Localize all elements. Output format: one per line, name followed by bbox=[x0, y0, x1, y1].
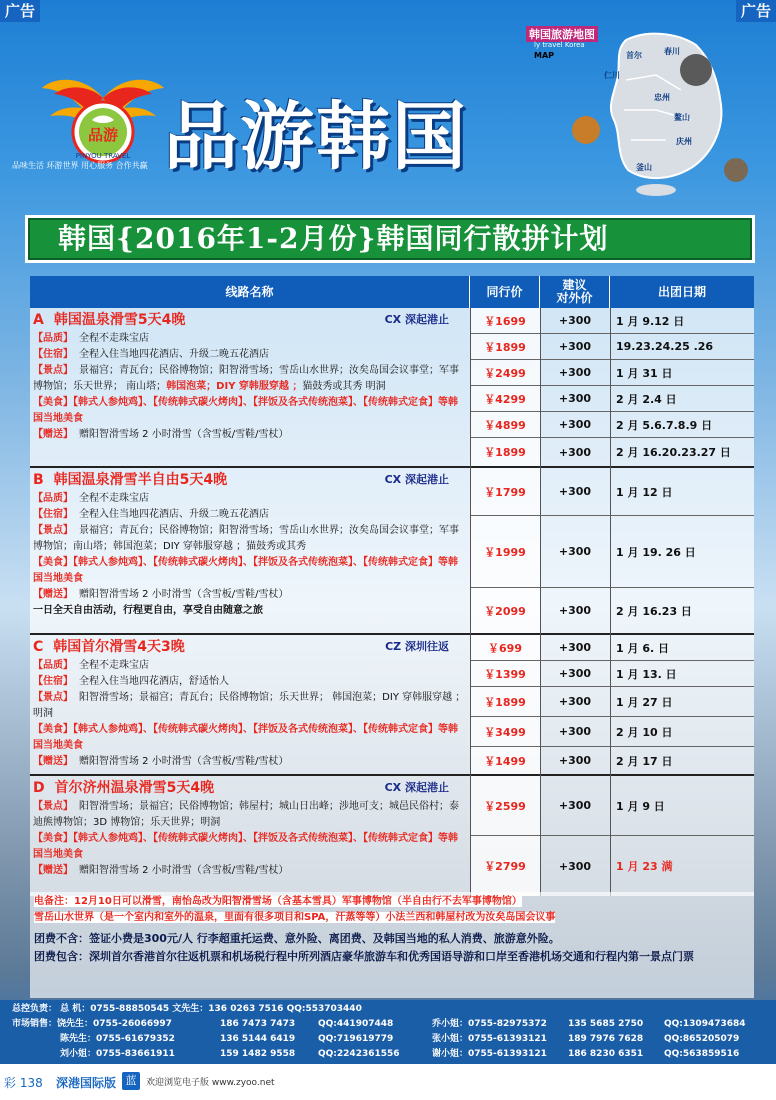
table-body bbox=[30, 308, 754, 896]
detail-text: 猫鼓秀或其秀 明洞 bbox=[302, 381, 386, 392]
contact-row bbox=[12, 1032, 764, 1047]
header-date: 出团日期 bbox=[657, 284, 706, 299]
price-row bbox=[470, 516, 754, 588]
peer-price: ￥1899 bbox=[470, 334, 540, 359]
route-name: 韩国首尔滑雪4天3晚 bbox=[53, 639, 185, 655]
departure-date: 1 月 6. 日 bbox=[616, 641, 669, 655]
divider bbox=[470, 308, 471, 896]
route-title bbox=[33, 777, 467, 799]
contact-text: 186 8230 6351 bbox=[568, 1049, 644, 1059]
contact-text: 总控负责： 总 机：0755-88850545 文先生：136 0263 7516 QQ:553703440 bbox=[12, 1004, 362, 1014]
suggested-markup: +300 bbox=[558, 859, 592, 873]
contact-text: QQ:563859516 bbox=[664, 1049, 740, 1059]
peer-price: ￥1899 bbox=[470, 687, 540, 716]
detail-text: 全程不走珠宝店 bbox=[79, 493, 149, 504]
divider bbox=[540, 308, 541, 896]
detail-tag: 【住宿】 bbox=[33, 349, 73, 360]
note-remark-2-text: 雪岳山水世界（是一个室内和室外的温泉，里面有很多项目和SPA，汗蒸等等）小法兰西和韩屋村改为汝矣岛国会议事 bbox=[34, 912, 556, 923]
price-row bbox=[470, 717, 754, 747]
peer-price: ￥1499 bbox=[470, 747, 540, 774]
route-code: B bbox=[33, 472, 44, 488]
contact-row bbox=[12, 1047, 764, 1062]
price-row bbox=[470, 386, 754, 412]
slogan: 品味生活 环游世界 用心服务 合作共赢 bbox=[12, 161, 148, 170]
detail-text: 全程入住当地四花酒店、升级二晚五花酒店 bbox=[79, 509, 269, 520]
suggested-markup: +300 bbox=[558, 604, 592, 617]
city-incheon: 仁川 bbox=[604, 71, 620, 80]
header bbox=[14, 20, 766, 210]
brand-title: 品游韩国 bbox=[164, 94, 468, 180]
contact-text: QQ:865205079 bbox=[664, 1034, 740, 1044]
peer-price: ￥1899 bbox=[470, 438, 540, 466]
city-busan: 釜山 bbox=[636, 163, 652, 172]
price-row bbox=[470, 438, 754, 468]
route-block bbox=[30, 776, 470, 896]
route-detail bbox=[33, 799, 467, 831]
departure-date: 19.23.24.25 .26 bbox=[616, 340, 714, 353]
departure-date: 1 月 23 满 bbox=[616, 860, 673, 873]
detail-text: 全程不走珠宝店 bbox=[79, 660, 149, 671]
city-chungju: 忠州 bbox=[654, 93, 670, 102]
detail-text: 全程入住当地四花酒店，舒适怡人 bbox=[79, 676, 229, 687]
contact-text: 189 7976 7628 bbox=[568, 1034, 644, 1044]
meal-text: 【美食】【韩式人参炖鸡】、【传统韩式碳火烤肉】、【拌饭及各式传统泡菜】、【传统韩式定食】等韩国当地美食 bbox=[33, 397, 458, 424]
note-include: 团费包含：深圳首尔香港首尔往返机票和机场税行程中所列酒店豪华旅游车和优秀国语导游和口岸至香港机场交通和行程内第一景点门票 bbox=[34, 950, 694, 963]
note-remark-1-text: 电备注：12月10日可以滑雪，南怡岛改为阳智滑雪场（含基本雪具）军事博物馆（半自由行不去军事博物馆） bbox=[34, 896, 522, 907]
route-detail bbox=[33, 754, 467, 770]
detail-tag: 【景点】 bbox=[33, 801, 73, 812]
detail-tag: 【景点】 bbox=[33, 525, 73, 536]
detail-tag: 【品质】 bbox=[33, 333, 73, 344]
suggested-markup: +300 bbox=[558, 545, 592, 558]
peer-price: ￥4299 bbox=[470, 386, 540, 411]
price-row bbox=[470, 635, 754, 661]
detail-text: 赠阳智滑雪场 2 小时滑雪（含雪板/雪鞋/雪杖） bbox=[79, 589, 289, 600]
departure-date: 1 月 31 日 bbox=[616, 366, 673, 380]
peer-price: ￥2499 bbox=[470, 360, 540, 385]
note-exclude: 团费不含：签证小费是300元/人 行李超重托运费、意外险、离团费、及韩国当地的私人消费、旅游意外险。 bbox=[34, 932, 560, 945]
route-name: 韩国温泉滑雪5天4晚 bbox=[53, 312, 186, 328]
detail-text: 阳智滑雪场；景福宫；青瓦台；民俗博物馆；乐天世界； 韩国泡菜；DIY 穿韩服穿越 ； 明洞 bbox=[33, 692, 466, 719]
contact-text: 谢小姐：0755-61393121 bbox=[432, 1049, 547, 1059]
suggested-markup: +300 bbox=[558, 725, 592, 738]
suggested-markup: +300 bbox=[558, 667, 592, 680]
departure-date: 2 月 16.20.23.27 日 bbox=[616, 446, 731, 459]
plan-title-bar bbox=[28, 218, 752, 260]
suggested-markup: +300 bbox=[558, 754, 592, 767]
route-title bbox=[33, 309, 467, 331]
contact-text: 张小姐：0755-61393121 bbox=[432, 1034, 547, 1044]
plan-title: 韩国{2016年1-2月份}韩国同行散拼计划 bbox=[58, 222, 609, 255]
detail-tag: 【赠送】 bbox=[33, 865, 73, 876]
korea-map bbox=[506, 20, 758, 200]
departure-date: 2 月 17 日 bbox=[616, 754, 673, 768]
page-number: 彩 138 bbox=[4, 1076, 43, 1090]
price-row bbox=[470, 334, 754, 360]
suggested-markup: +300 bbox=[558, 485, 592, 498]
map-subtitle: ly travel Korea bbox=[534, 41, 585, 49]
peer-price: ￥2099 bbox=[470, 588, 540, 633]
city-seoul: 首尔 bbox=[626, 51, 642, 60]
route-detail bbox=[33, 363, 467, 395]
route-detail bbox=[33, 523, 467, 555]
route-flight: CX 深起港止 bbox=[384, 313, 449, 326]
departure-date: 2 月 5.6.7.8.9 日 bbox=[616, 418, 713, 432]
contact-text: 135 5685 2750 bbox=[568, 1019, 644, 1029]
logo-en: PINYOU TRAVEL bbox=[75, 152, 131, 160]
detail-tag: 【品质】 bbox=[33, 660, 73, 671]
suggested-markup: +300 bbox=[558, 418, 592, 431]
footer bbox=[0, 1064, 776, 1100]
notes-panel bbox=[30, 892, 754, 998]
route-block bbox=[30, 308, 470, 468]
departure-date: 2 月 2.4 日 bbox=[616, 392, 677, 406]
detail-text: 阳智滑雪场；景福宫；民俗博物馆；韩屋村；城山日出峰；涉地可支；城邑民俗村；泰迪熊博物馆；3D 博物馆；乐天世界；明洞 bbox=[33, 801, 459, 828]
suggested-markup: +300 bbox=[558, 314, 592, 327]
contacts-bar bbox=[0, 1000, 776, 1064]
peer-price: ￥3499 bbox=[470, 717, 540, 746]
route-block bbox=[30, 468, 470, 635]
route-flight: CZ 深圳往返 bbox=[385, 640, 449, 653]
detail-text: 赠阳智滑雪场 2 小时滑雪（含雪板/雪鞋/雪杖） bbox=[79, 429, 289, 440]
departure-date: 1 月 9 日 bbox=[616, 799, 665, 813]
route-detail bbox=[33, 722, 467, 754]
peer-price: ￥699 bbox=[470, 635, 540, 660]
suggested-markup: +300 bbox=[558, 366, 592, 379]
header-route: 线路名称 bbox=[30, 276, 470, 308]
city-osan: 鳌山 bbox=[674, 113, 690, 122]
detail-text: 全程入住当地四花酒店、升级二晚五花酒店 bbox=[79, 349, 269, 360]
peer-price: ￥1699 bbox=[470, 308, 540, 333]
contact-text: 陈先生：0755-61679352 bbox=[60, 1034, 175, 1044]
price-row bbox=[470, 360, 754, 386]
departure-date: 1 月 9.12 日 bbox=[616, 314, 685, 328]
ad-tag-left: 广告 bbox=[0, 0, 40, 22]
contact-text: 186 7473 7473 bbox=[220, 1019, 296, 1029]
peer-price: ￥1399 bbox=[470, 661, 540, 686]
contact-text: QQ:1309473684 bbox=[664, 1019, 746, 1029]
peer-price: ￥1999 bbox=[470, 516, 540, 587]
note-remark-2 bbox=[34, 910, 750, 926]
route-title bbox=[33, 469, 467, 491]
detail-tag: 【赠送】 bbox=[33, 756, 73, 767]
header-suggest: 建议 对外价 bbox=[540, 276, 610, 308]
price-row bbox=[470, 836, 754, 896]
suggested-markup: +300 bbox=[558, 445, 592, 459]
detail-text: 景福宫；青瓦台；民俗博物馆；阳智滑雪场；雪岳山水世界；汝矣岛国会议事堂；军事博物馆；乐天世界； 南山塔； bbox=[33, 365, 459, 392]
wing-logo-icon bbox=[42, 68, 164, 168]
route-block bbox=[30, 635, 470, 776]
note-remark-1 bbox=[34, 894, 750, 910]
suggested-markup: +300 bbox=[558, 799, 592, 812]
price-row bbox=[470, 687, 754, 717]
detail-tag: 【住宿】 bbox=[33, 676, 73, 687]
detail-text: 全程不走珠宝店 bbox=[79, 333, 149, 344]
departure-date: 1 月 13. 日 bbox=[616, 667, 677, 681]
detail-tag: 【住宿】 bbox=[33, 509, 73, 520]
route-detail bbox=[33, 690, 467, 722]
suggested-markup: +300 bbox=[558, 340, 592, 353]
peer-price: ￥2599 bbox=[470, 776, 540, 835]
route-detail bbox=[33, 658, 467, 674]
route-detail bbox=[33, 395, 467, 427]
detail-highlight: 韩国泡菜；DIY 穿韩服穿越 ； bbox=[166, 381, 303, 392]
city-chuncheon: 春川 bbox=[664, 47, 680, 56]
departure-date: 1 月 27 日 bbox=[616, 695, 673, 709]
peer-price: ￥2799 bbox=[470, 836, 540, 896]
suggested-markup: +300 bbox=[558, 695, 592, 708]
route-code: A bbox=[33, 312, 44, 328]
contact-row bbox=[12, 1017, 764, 1032]
contact-text: 136 5144 6419 bbox=[220, 1034, 296, 1044]
route-detail bbox=[33, 555, 467, 587]
map-label: MAP bbox=[534, 51, 555, 60]
route-detail bbox=[33, 831, 467, 863]
meal-text: 【美食】【韩式人参炖鸡】、【传统韩式碳火烤肉】、【拌饭及各式传统泡菜】、【传统韩式定食】等韩国当地美食 bbox=[33, 557, 458, 584]
price-row bbox=[470, 661, 754, 687]
contact-text: 乔小姐：0755-82975372 bbox=[432, 1019, 547, 1029]
price-row bbox=[470, 747, 754, 776]
route-detail bbox=[33, 507, 467, 523]
contact-text: 159 1482 9558 bbox=[220, 1049, 296, 1059]
detail-tag: 【品质】 bbox=[33, 493, 73, 504]
detail-tag: 【赠送】 bbox=[33, 589, 73, 600]
route-detail bbox=[33, 491, 467, 507]
route-detail bbox=[33, 331, 467, 347]
contact-text: 市场销售：饶先生：0755-26066997 bbox=[12, 1019, 172, 1029]
price-row bbox=[470, 588, 754, 635]
suggested-markup: +300 bbox=[558, 392, 592, 405]
route-name: 韩国温泉滑雪半自由5天4晚 bbox=[53, 472, 228, 488]
route-detail bbox=[33, 863, 467, 879]
contact-text: QQ:441907448 bbox=[318, 1019, 394, 1029]
departure-date: 1 月 19. 26 日 bbox=[616, 545, 696, 559]
table-header bbox=[30, 276, 754, 308]
peer-price: ￥1799 bbox=[470, 468, 540, 515]
route-flight: CX 深起港止 bbox=[384, 781, 449, 794]
logo-text: 品游 bbox=[87, 126, 119, 144]
contact-text: 刘小姐：0755-83661911 bbox=[60, 1049, 175, 1059]
route-detail bbox=[33, 427, 467, 443]
website-link[interactable]: 欢迎浏览电子版 www.zyoo.net bbox=[146, 1078, 275, 1088]
tour-table bbox=[30, 276, 754, 896]
price-row bbox=[470, 308, 754, 334]
price-row bbox=[470, 412, 754, 438]
meal-text: 【美食】【韩式人参炖鸡】、【传统韩式碳火烤肉】、【拌饭及各式传统泡菜】、【传统韩式定食】等韩国当地美食 bbox=[33, 833, 458, 860]
detail-tag: 【景点】 bbox=[33, 365, 73, 376]
route-title bbox=[33, 636, 467, 658]
route-flight: CX 深起港止 bbox=[384, 473, 449, 486]
edition-name: 深港国际版 bbox=[56, 1076, 117, 1090]
route-detail bbox=[33, 603, 467, 619]
price-row bbox=[470, 776, 754, 836]
detail-text: 赠阳智滑雪场 2 小时滑雪（含雪板/雪鞋/雪杖） bbox=[79, 756, 289, 767]
suggested-markup: +300 bbox=[558, 641, 592, 654]
detail-text: 赠阳智滑雪场 2 小时滑雪（含雪板/雪鞋/雪杖） bbox=[79, 865, 289, 876]
meal-text: 【美食】【韩式人参炖鸡】、【传统韩式碳火烤肉】、【拌饭及各式传统泡菜】、【传统韩式定食】等韩国当地美食 bbox=[33, 724, 458, 751]
route-code: C bbox=[33, 639, 44, 655]
price-row bbox=[470, 468, 754, 516]
routes-column bbox=[30, 308, 470, 896]
detail-tag: 【赠送】 bbox=[33, 429, 73, 440]
ad-tag-right: 广告 bbox=[736, 0, 776, 22]
free-day-note: 一日全天自由活动，行程更自由，享受自由随意之旅 bbox=[33, 605, 263, 616]
price-column bbox=[470, 308, 754, 896]
contact-text: QQ:2242361556 bbox=[318, 1049, 400, 1059]
departure-date: 1 月 12 日 bbox=[616, 485, 673, 499]
city-gyeongju: 庆州 bbox=[676, 137, 692, 146]
route-detail bbox=[33, 347, 467, 363]
route-name: 首尔济州温泉滑雪5天4晚 bbox=[54, 780, 215, 796]
route-detail bbox=[33, 587, 467, 603]
edition-badge: 蓝 bbox=[122, 1072, 140, 1090]
contact-row bbox=[12, 1002, 764, 1017]
departure-date: 2 月 16.23 日 bbox=[616, 604, 692, 618]
detail-tag: 【景点】 bbox=[33, 692, 73, 703]
contact-text: QQ:719619779 bbox=[318, 1034, 394, 1044]
route-code: D bbox=[33, 780, 45, 796]
peer-price: ￥4899 bbox=[470, 412, 540, 437]
departure-date: 2 月 10 日 bbox=[616, 725, 673, 739]
route-detail bbox=[33, 674, 467, 690]
divider bbox=[610, 308, 611, 896]
map-title: 韩国旅游地图 bbox=[526, 26, 598, 42]
header-price: 同行价 bbox=[470, 276, 540, 308]
detail-text: 景福宫；青瓦台；民俗博物馆；阳智滑雪场；雪岳山水世界；汝矣岛国会议事堂；军事博物馆；南山塔；韩国泡菜；DIY 穿韩服穿越 ；猫鼓秀或其秀 bbox=[33, 525, 459, 552]
